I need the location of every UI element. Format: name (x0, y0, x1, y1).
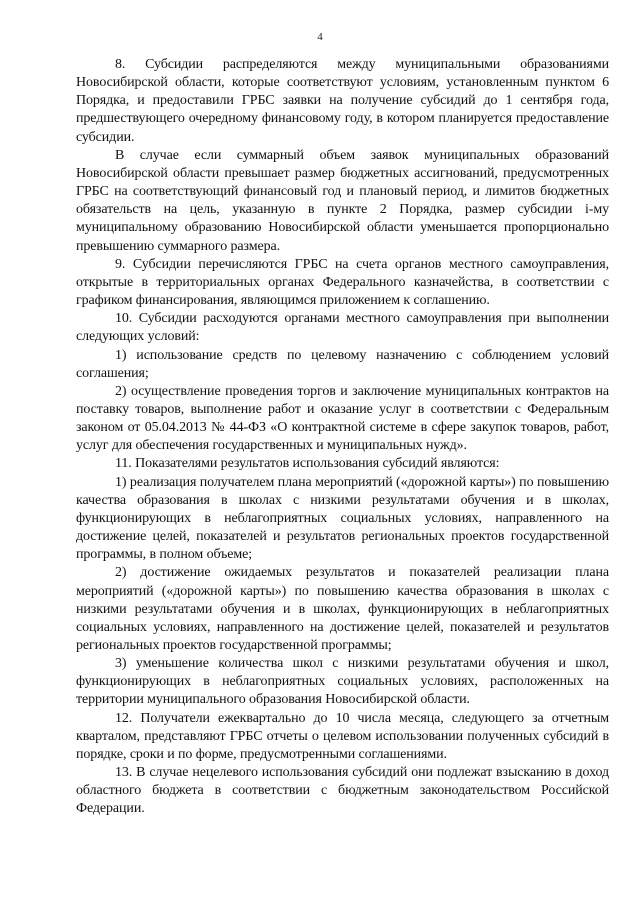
paragraph-10-conditions: 10. Субсидии расходуются органами местного самоуправления при выполнении следующих условий: (76, 311, 609, 345)
list-item-11-3: 3) уменьшение количества школ с низкими результатами обучения и школ, функционирующих в неблагоприятных социальных условиях, расположенных на территории муниципального образования Новосибирской области. (76, 656, 609, 708)
list-item-11-1: 1) реализация получателем плана мероприятий («дорожной карты») по повышению качества образования в школах с низкими результатами обучения и в школах, функционирующих в неблагоприятных социальных условиях, направленного на достижение целей, показателей и результатов региональных проектов государственной программы, в полном объеме; (76, 474, 609, 563)
page-number: 4 (317, 31, 323, 43)
paragraph-8-distribution: 8. Субсидии распределяются между муниципальными образованиями Новосибирской области, которые соответствуют условиям, установленным пунктом 6 Порядка, и предоставили ГРБС заявки на получение субсидий до 1 сентября года, предшествующего очередному финансовому году, в котором планируется предоставление субсидии. (76, 57, 609, 145)
paragraph-11-indicators: 11. Показателями результатов использования субсидий являются: (115, 456, 500, 472)
paragraph-12-reports: 12. Получатели ежеквартально до 10 числа месяца, следующего за отчетным кварталом, представляют ГРБС отчеты о целевом использовании полученных субсидий в порядке, сроки и по форме, предусмотренными соглашениями. (76, 710, 609, 762)
list-item-10-2: 2) осуществление проведения торгов и заключение муниципальных контрактов на поставку товаров, выполнение работ и оказание услуг в соответствии с Федеральным законом от 05.04.2013 № 44-ФЗ «О контрактной системе в сфере закупок товаров, работ, услуг для обеспечения государственных и муниципальных нужд». (76, 383, 609, 454)
paragraph-13-misuse: 13. В случае нецелевого использования субсидий они подлежат взысканию в доход областного бюджета в соответствии с бюджетным законодательством Российской Федерации. (76, 765, 609, 817)
list-item-10-1: 1) использование средств по целевому назначению с соблюдением условий соглашения; (76, 347, 609, 381)
paragraph-9-transfer: 9. Субсидии перечисляются ГРБС на счета органов местного самоуправления, открытые в территориальных органах Федерального казначейства, в соответствии с графиком финансирования, являющимся приложением к соглашению. (76, 256, 609, 309)
document-body (76, 56, 609, 819)
list-item-11-2: 2) достижение ожидаемых результатов и показателей реализации плана мероприятий («дорожной карты») по повышению качества образования в школах с низкими результатами обучения и в школах, функционирующих в неблагоприятных социальных условиях, направленного на достижение целей, показателей и результатов региональных проектов государственной программы; (76, 565, 609, 653)
paragraph-8-excess-applications: В случае если суммарный объем заявок муниципальных образований Новосибирской области превышает размер бюджетных ассигнований, предусмотренных ГРБС на соответствующий финансовый год и плановый период, и лимитов бюджетных обязательств на цель, указанную в пункте 2 Порядка, размер субсидии i-му муниципальному образованию Новосибирской области уменьшается пропорционально превышению суммарного размера. (76, 147, 609, 254)
